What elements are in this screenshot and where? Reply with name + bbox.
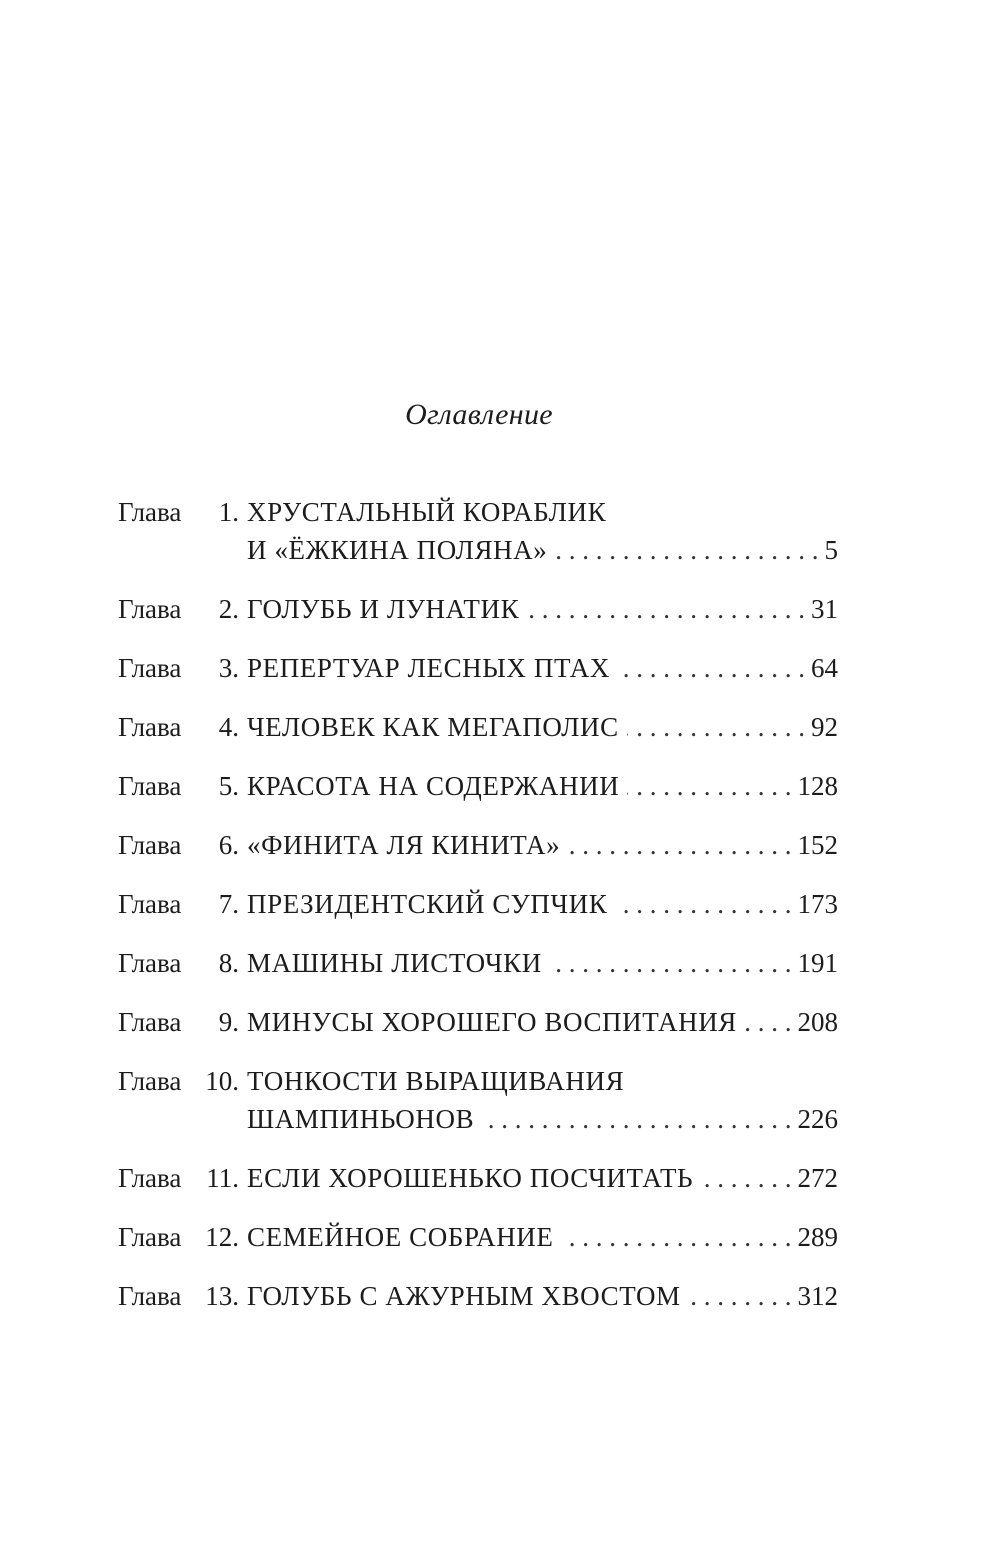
chapter-title: СЕМЕЙНОЕ СОБРАНИЕ	[247, 1222, 554, 1252]
chapter-number: 2.	[218, 594, 239, 624]
toc-entry	[118, 708, 838, 746]
chapter-number: 4.	[218, 712, 239, 742]
toc-entry	[118, 493, 838, 569]
chapter-line	[247, 649, 838, 687]
chapter-body	[239, 649, 838, 687]
toc-entry	[118, 826, 838, 864]
chapter-title: МИНУСЫ ХОРОШЕГО ВОСПИТАНИЯ	[247, 1007, 737, 1037]
dot-leader	[568, 826, 791, 864]
dot-leader	[701, 1159, 791, 1197]
dot-leader	[555, 531, 818, 569]
chapter-title: И «ЁЖКИНА ПОЛЯНА»	[247, 535, 548, 565]
page-number: 31	[811, 594, 838, 624]
chapter-body	[239, 826, 838, 864]
dot-leader	[689, 1277, 792, 1315]
chapter-line	[247, 1159, 838, 1197]
chapter-number: 10.	[205, 1066, 239, 1096]
toc-entry	[118, 1218, 838, 1256]
dot-leader	[618, 649, 805, 687]
chapter-word: Глава	[118, 889, 182, 919]
chapter-number: 7.	[218, 889, 239, 919]
chapter-word: Глава	[118, 497, 182, 527]
page-number: 64	[811, 653, 838, 683]
page-number: 208	[797, 1007, 838, 1037]
chapter-number: 11.	[206, 1163, 239, 1193]
page-number: 289	[797, 1222, 838, 1252]
chapter-line	[247, 1218, 838, 1256]
chapter-number: 5.	[218, 771, 239, 801]
dot-leader	[527, 590, 805, 628]
toc-entry	[118, 649, 838, 687]
chapter-number: 1.	[218, 497, 239, 527]
chapter-body	[239, 944, 838, 982]
toc-entry	[118, 590, 838, 628]
chapter-word: Глава	[118, 594, 182, 624]
chapter-title: ЕСЛИ ХОРОШЕНЬКО ПОСЧИТАТЬ	[247, 1163, 694, 1193]
chapter-line	[247, 826, 838, 864]
chapter-body	[239, 590, 838, 628]
chapter-number: 9.	[218, 1007, 239, 1037]
page-number: 226	[797, 1104, 838, 1134]
chapter-line	[247, 1277, 838, 1315]
chapter-title: МАШИНЫ ЛИСТОЧКИ	[247, 948, 542, 978]
chapter-number: 3.	[218, 653, 239, 683]
chapter-body	[239, 1062, 838, 1138]
chapter-word: Глава	[118, 948, 182, 978]
chapter-word: Глава	[118, 1066, 182, 1096]
chapter-body	[239, 1003, 838, 1041]
chapter-line	[247, 944, 838, 982]
chapter-title: ЧЕЛОВЕК КАК МЕГАПОЛИС	[247, 712, 619, 742]
chapter-title: ПРЕЗИДЕНТСКИЙ СУПЧИК	[247, 889, 608, 919]
chapter-number: 6.	[218, 830, 239, 860]
chapter-word: Глава	[118, 1222, 182, 1252]
toc-entry	[118, 1062, 838, 1138]
chapter-body	[239, 1159, 838, 1197]
chapter-number: 8.	[218, 948, 239, 978]
page-title: Оглавление	[405, 398, 553, 431]
chapter-line	[247, 590, 838, 628]
chapter-line	[247, 885, 838, 923]
toc-entry	[118, 885, 838, 923]
chapter-body	[239, 1277, 838, 1315]
table-of-contents	[118, 493, 838, 1336]
chapter-title: ГОЛУБЬ С АЖУРНЫМ ХВОСТОМ	[247, 1281, 681, 1311]
chapter-number: 12.	[205, 1222, 239, 1252]
chapter-body	[239, 885, 838, 923]
page-number: 128	[797, 771, 838, 801]
dot-leader	[615, 885, 791, 923]
chapter-word: Глава	[118, 1007, 182, 1037]
dot-leader	[562, 1218, 792, 1256]
chapter-title-line1: ХРУСТАЛЬНЫЙ КОРАБЛИК	[247, 497, 607, 527]
chapter-word: Глава	[118, 653, 182, 683]
chapter-word: Глава	[118, 1281, 182, 1311]
chapter-line	[247, 1100, 838, 1138]
chapter-body	[239, 1218, 838, 1256]
chapter-word: Глава	[118, 712, 182, 742]
page-number: 173	[797, 889, 838, 919]
chapter-title: ГОЛУБЬ И ЛУНАТИК	[247, 594, 520, 624]
page-number: 191	[797, 948, 838, 978]
chapter-line	[247, 531, 838, 569]
chapter-title: ШАМПИНЬОНОВ	[247, 1104, 475, 1134]
dot-leader	[627, 767, 791, 805]
chapter-body	[239, 493, 838, 569]
toc-entry	[118, 944, 838, 982]
chapter-word: Глава	[118, 771, 182, 801]
chapter-line	[247, 1003, 838, 1041]
page-number: 272	[797, 1163, 838, 1193]
chapter-title-line1: ТОНКОСТИ ВЫРАЩИВАНИЯ	[247, 1066, 625, 1096]
chapter-title: РЕПЕРТУАР ЛЕСНЫХ ПТАХ	[247, 653, 610, 683]
dot-leader	[745, 1003, 792, 1041]
chapter-word: Глава	[118, 830, 182, 860]
toc-entry	[118, 1003, 838, 1041]
chapter-number: 13.	[205, 1281, 239, 1311]
chapter-line	[247, 708, 838, 746]
toc-entry	[118, 1159, 838, 1197]
dot-leader	[550, 944, 792, 982]
chapter-body	[239, 767, 838, 805]
dot-leader	[482, 1100, 791, 1138]
page-number: 312	[797, 1281, 838, 1311]
page-number: 5	[824, 535, 838, 565]
dot-leader	[627, 708, 805, 746]
chapter-body	[239, 708, 838, 746]
page-number: 92	[811, 712, 838, 742]
toc-entry	[118, 1277, 838, 1315]
chapter-word: Глава	[118, 1163, 182, 1193]
chapter-title: КРАСОТА НА СОДЕРЖАНИИ	[247, 771, 620, 801]
page-number: 152	[797, 830, 838, 860]
chapter-line	[247, 767, 838, 805]
toc-entry	[118, 767, 838, 805]
chapter-title: «ФИНИТА ЛЯ КИНИТА»	[247, 830, 561, 860]
